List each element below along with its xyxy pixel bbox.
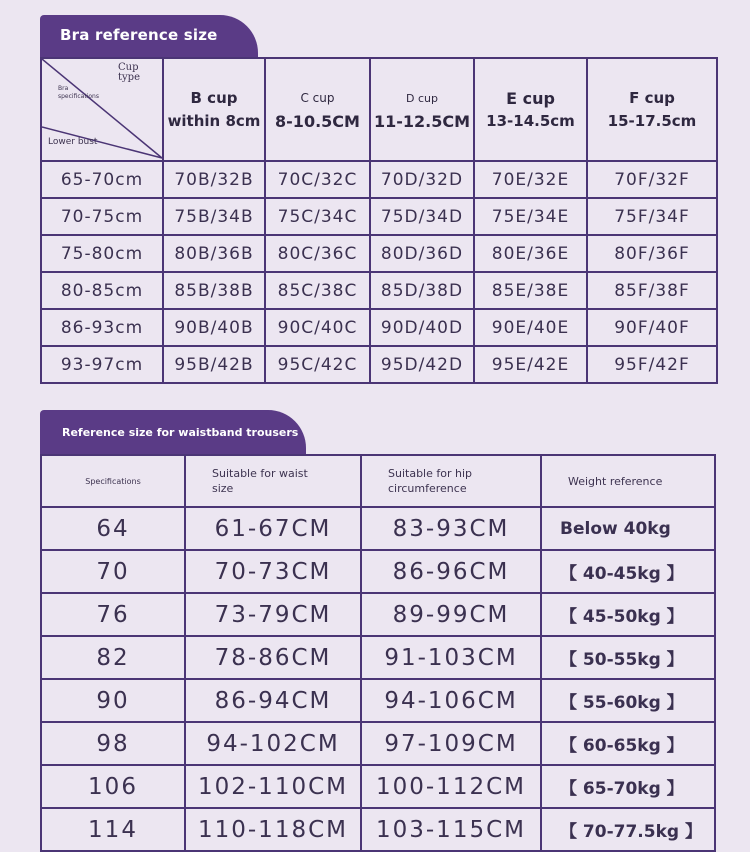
hip-cell: 89-99CM — [361, 593, 541, 636]
size-cell: 90E/40E — [474, 309, 587, 346]
bra-section-title: Bra reference size — [60, 26, 218, 44]
size-cell: 75C/34C — [265, 198, 370, 235]
trousers-section-tab — [40, 410, 306, 454]
trousers-row — [41, 765, 715, 808]
cup-range: within 8cm — [167, 111, 261, 130]
header-d-cup — [370, 58, 474, 161]
weight-header-text: Weight reference — [568, 474, 663, 488]
weight-cell: Below 40kg — [541, 507, 715, 550]
size-cell: 95C/42C — [265, 346, 370, 383]
size-cell: 70F/32F — [587, 161, 717, 198]
bra-row — [41, 161, 717, 198]
spec-cell: 76 — [41, 593, 185, 636]
waist-cell: 61-67CM — [185, 507, 361, 550]
weight-cell: 【 55-60kg 】 — [541, 679, 715, 722]
size-cell: 85C/38C — [265, 272, 370, 309]
hip-header — [361, 455, 541, 507]
header-e-cup — [474, 58, 587, 161]
cup-range: 15-17.5cm — [607, 111, 697, 130]
trousers-row — [41, 679, 715, 722]
trousers-row — [41, 507, 715, 550]
size-cell: 85D/38D — [370, 272, 474, 309]
lower-bust-cell: 86-93cm — [41, 309, 163, 346]
waist-header — [185, 455, 361, 507]
size-cell: 90D/40D — [370, 309, 474, 346]
hip-cell: 83-93CM — [361, 507, 541, 550]
size-cell: 80B/36B — [163, 235, 265, 272]
bra-row — [41, 235, 717, 272]
bra-row — [41, 198, 717, 235]
hip-cell: 103-115CM — [361, 808, 541, 851]
waist-cell: 70-73CM — [185, 550, 361, 593]
trousers-row — [41, 593, 715, 636]
trousers-row — [41, 808, 715, 851]
size-cell: 95D/42D — [370, 346, 474, 383]
spec-cell: 70 — [41, 550, 185, 593]
size-cell: 75E/34E — [474, 198, 587, 235]
bra-row — [41, 309, 717, 346]
lower-bust-cell: 65-70cm — [41, 161, 163, 198]
spec-cell: 64 — [41, 507, 185, 550]
trousers-header-row — [41, 455, 715, 507]
spec-cell: 98 — [41, 722, 185, 765]
header-b-cup — [163, 58, 265, 161]
size-cell: 95F/42F — [587, 346, 717, 383]
size-cell: 80D/36D — [370, 235, 474, 272]
size-cell: 80E/36E — [474, 235, 587, 272]
lower-bust-cell: 75-80cm — [41, 235, 163, 272]
cup-range: 13-14.5cm — [486, 111, 575, 130]
waist-cell: 78-86CM — [185, 636, 361, 679]
lower-bust-cell: 93-97cm — [41, 346, 163, 383]
size-cell: 80F/36F — [587, 235, 717, 272]
size-cell: 75F/34F — [587, 198, 717, 235]
weight-cell: 【 70-77.5kg 】 — [541, 808, 715, 851]
lower-bust-cell: 80-85cm — [41, 272, 163, 309]
waist-cell: 73-79CM — [185, 593, 361, 636]
waist-header-line: size — [212, 482, 234, 495]
spec-cell: 90 — [41, 679, 185, 722]
lower-bust-label: Lower bust — [48, 137, 98, 147]
hip-cell: 97-109CM — [361, 722, 541, 765]
spec-cell: 114 — [41, 808, 185, 851]
cup-name: B cup — [190, 88, 238, 107]
bra-size-table — [40, 57, 718, 384]
cup-type-label: Cup type — [118, 62, 140, 83]
weight-cell: 【 45-50kg 】 — [541, 593, 715, 636]
cup-name: F cup — [629, 88, 675, 107]
corner-header-cell — [41, 58, 163, 161]
weight-cell: 【 60-65kg 】 — [541, 722, 715, 765]
weight-cell: 【 40-45kg 】 — [541, 550, 715, 593]
bra-row — [41, 346, 717, 383]
cup-range: 11-12.5CM — [373, 111, 471, 131]
bra-header-row — [41, 58, 717, 161]
size-cell: 95E/42E — [474, 346, 587, 383]
cup-name: D cup — [406, 91, 438, 105]
hip-cell: 86-96CM — [361, 550, 541, 593]
size-cell: 70D/32D — [370, 161, 474, 198]
size-cell: 85B/38B — [163, 272, 265, 309]
hip-cell: 94-106CM — [361, 679, 541, 722]
size-cell: 70B/32B — [163, 161, 265, 198]
lower-bust-cell: 70-75cm — [41, 198, 163, 235]
waist-header-line: Suitable for waist — [212, 467, 308, 480]
waist-cell: 86-94CM — [185, 679, 361, 722]
size-cell: 70C/32C — [265, 161, 370, 198]
spec-header: Specifications — [41, 455, 185, 507]
hip-header-line: Suitable for hip — [388, 467, 472, 480]
cup-range: 8-10.5CM — [275, 111, 360, 131]
size-cell: 95B/42B — [163, 346, 265, 383]
waist-cell: 102-110CM — [185, 765, 361, 808]
trousers-section-title: Reference size for waistband trousers — [62, 426, 299, 439]
hip-cell: 100-112CM — [361, 765, 541, 808]
weight-cell: 【 50-55kg 】 — [541, 636, 715, 679]
header-f-cup — [587, 58, 717, 161]
size-cell: 85F/38F — [587, 272, 717, 309]
waist-cell: 110-118CM — [185, 808, 361, 851]
size-cell: 70E/32E — [474, 161, 587, 198]
bra-row — [41, 272, 717, 309]
trousers-row — [41, 550, 715, 593]
size-cell: 80C/36C — [265, 235, 370, 272]
spec-cell: 106 — [41, 765, 185, 808]
header-c-cup — [265, 58, 370, 161]
size-cell: 90C/40C — [265, 309, 370, 346]
hip-cell: 91-103CM — [361, 636, 541, 679]
size-cell: 90B/40B — [163, 309, 265, 346]
spec-cell: 82 — [41, 636, 185, 679]
bra-section-tab — [40, 15, 258, 57]
hip-header-line: circumference — [388, 482, 467, 495]
weight-header — [541, 455, 715, 507]
size-cell: 85E/38E — [474, 272, 587, 309]
cup-name: C cup — [300, 90, 335, 105]
size-cell: 75D/34D — [370, 198, 474, 235]
trousers-size-table — [40, 454, 716, 852]
trousers-row — [41, 722, 715, 765]
waist-cell: 94-102CM — [185, 722, 361, 765]
weight-cell: 【 65-70kg 】 — [541, 765, 715, 808]
size-cell: 90F/40F — [587, 309, 717, 346]
size-cell: 75B/34B — [163, 198, 265, 235]
cup-name: E cup — [506, 88, 555, 108]
trousers-row — [41, 636, 715, 679]
bra-spec-label: Bra specifications — [58, 85, 99, 100]
